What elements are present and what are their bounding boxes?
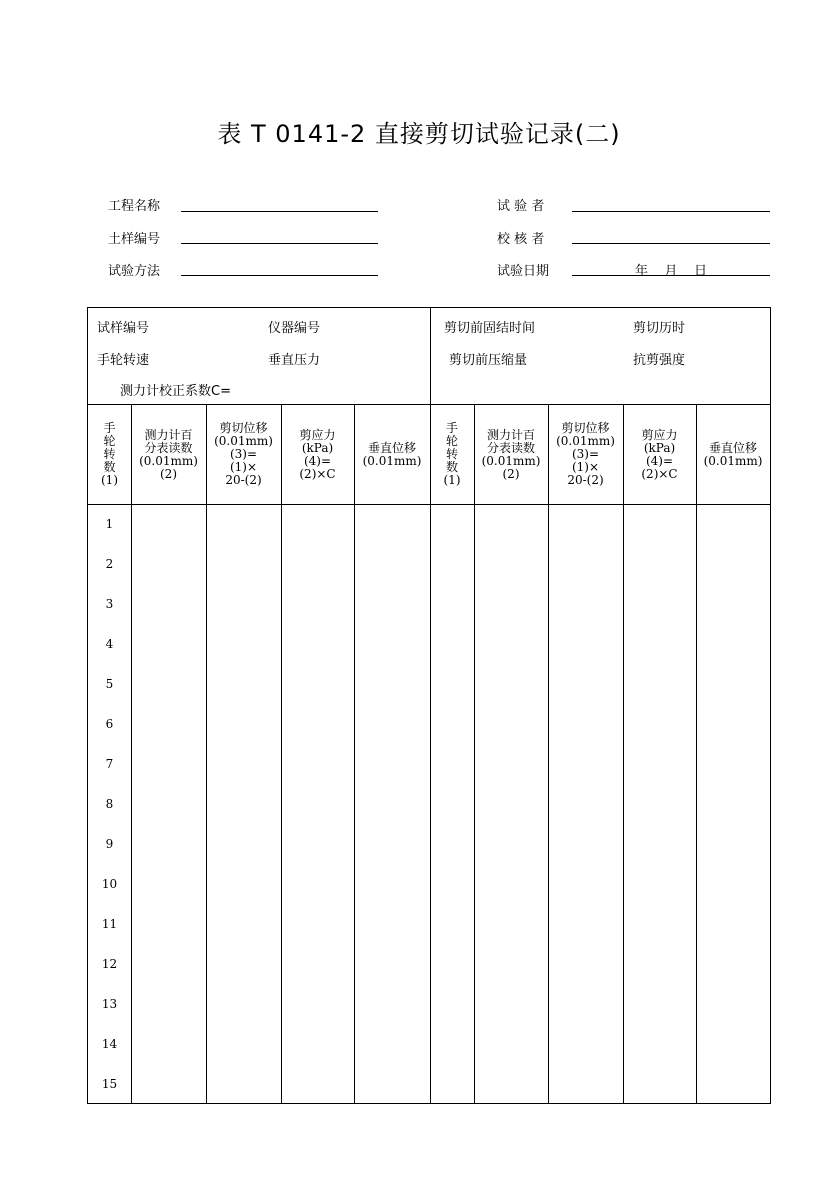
tester-field[interactable] xyxy=(572,211,770,212)
col-header-shear-displacement: 剪切位移 (0.01mm) (3)= (1)× 20-(2) xyxy=(556,421,615,487)
test-date-units: 年 月 日 xyxy=(634,264,708,279)
grid-line xyxy=(206,405,207,1103)
col-header-handwheel-turns: 手 轮 转 数 (1) xyxy=(101,421,118,487)
row-number: 10 xyxy=(101,877,118,891)
col-header-shear-stress: 剪应力 (kPa) (4)= (2)×C xyxy=(641,427,678,481)
sample-no-label: 土样编号 xyxy=(108,232,161,247)
row-number: 12 xyxy=(101,957,118,971)
col-header-shear-stress: 剪应力 (kPa) (4)= (2)×C xyxy=(299,427,336,481)
row-number: 4 xyxy=(105,637,114,651)
handwheel-speed-label: 手轮转速 xyxy=(97,353,150,368)
test-method-label: 试验方法 xyxy=(108,264,161,279)
grid-line xyxy=(430,405,431,1103)
row-number: 2 xyxy=(105,557,114,571)
specimen-no-label: 试样编号 xyxy=(97,321,150,336)
shear-duration-label: 剪切历时 xyxy=(633,321,686,336)
shear-test-table xyxy=(87,307,771,1104)
col-header-vertical-displacement: 垂直位移 (0.01mm) xyxy=(703,440,763,468)
row-number: 6 xyxy=(105,717,114,731)
grid-line xyxy=(696,405,697,1103)
info-left-block xyxy=(88,308,431,404)
col-header-handwheel-turns: 手 轮 转 数 (1) xyxy=(443,421,461,487)
col-header-dial-reading: 测力计百 分表读数 (0.01mm) (2) xyxy=(139,427,198,481)
row-number: 7 xyxy=(105,757,114,771)
project-name-field[interactable] xyxy=(181,211,378,212)
row-number: 9 xyxy=(105,837,114,851)
row-number: 3 xyxy=(105,597,114,611)
grid-line xyxy=(131,405,132,1103)
project-name-label: 工程名称 xyxy=(108,199,161,214)
grid-line xyxy=(623,405,624,1103)
sample-no-field[interactable] xyxy=(181,243,378,244)
checker-field[interactable] xyxy=(572,243,770,244)
checker-label: 校 核 者 xyxy=(497,232,545,247)
row-number: 5 xyxy=(105,677,114,691)
col-header-dial-reading: 测力计百 分表读数 (0.01mm) (2) xyxy=(481,427,541,481)
grid-line xyxy=(354,405,355,1103)
page-title: 表 T 0141-2 直接剪切试验记录(二) xyxy=(217,120,621,148)
col-header-shear-displacement: 剪切位移 (0.01mm) (3)= (1)× 20-(2) xyxy=(214,421,273,487)
test-date-field[interactable] xyxy=(572,275,770,276)
row-number: 8 xyxy=(105,797,114,811)
test-date-label: 试验日期 xyxy=(497,264,550,279)
grid-line xyxy=(474,405,475,1103)
info-right-block xyxy=(430,308,770,404)
shear-strength-label: 抗剪强度 xyxy=(633,353,686,368)
consolidation-time-label: 剪切前固结时间 xyxy=(444,321,536,336)
calibration-coefficient-label: 测力计校正系数C= xyxy=(120,384,231,399)
test-method-field[interactable] xyxy=(181,275,378,276)
row-number: 15 xyxy=(101,1077,118,1091)
header-separator xyxy=(88,504,770,505)
col-header-vertical-displacement: 垂直位移 (0.01mm) xyxy=(362,440,422,468)
row-number: 13 xyxy=(101,997,118,1011)
compression-label: 剪切前压缩量 xyxy=(449,353,528,368)
grid-line xyxy=(281,405,282,1103)
row-number: 1 xyxy=(105,517,114,531)
row-number: 11 xyxy=(101,917,118,931)
vertical-pressure-label: 垂直压力 xyxy=(268,353,321,368)
instrument-no-label: 仪器编号 xyxy=(268,321,321,336)
row-number: 14 xyxy=(101,1037,118,1051)
tester-label: 试 验 者 xyxy=(497,199,545,214)
grid-line xyxy=(548,405,549,1103)
